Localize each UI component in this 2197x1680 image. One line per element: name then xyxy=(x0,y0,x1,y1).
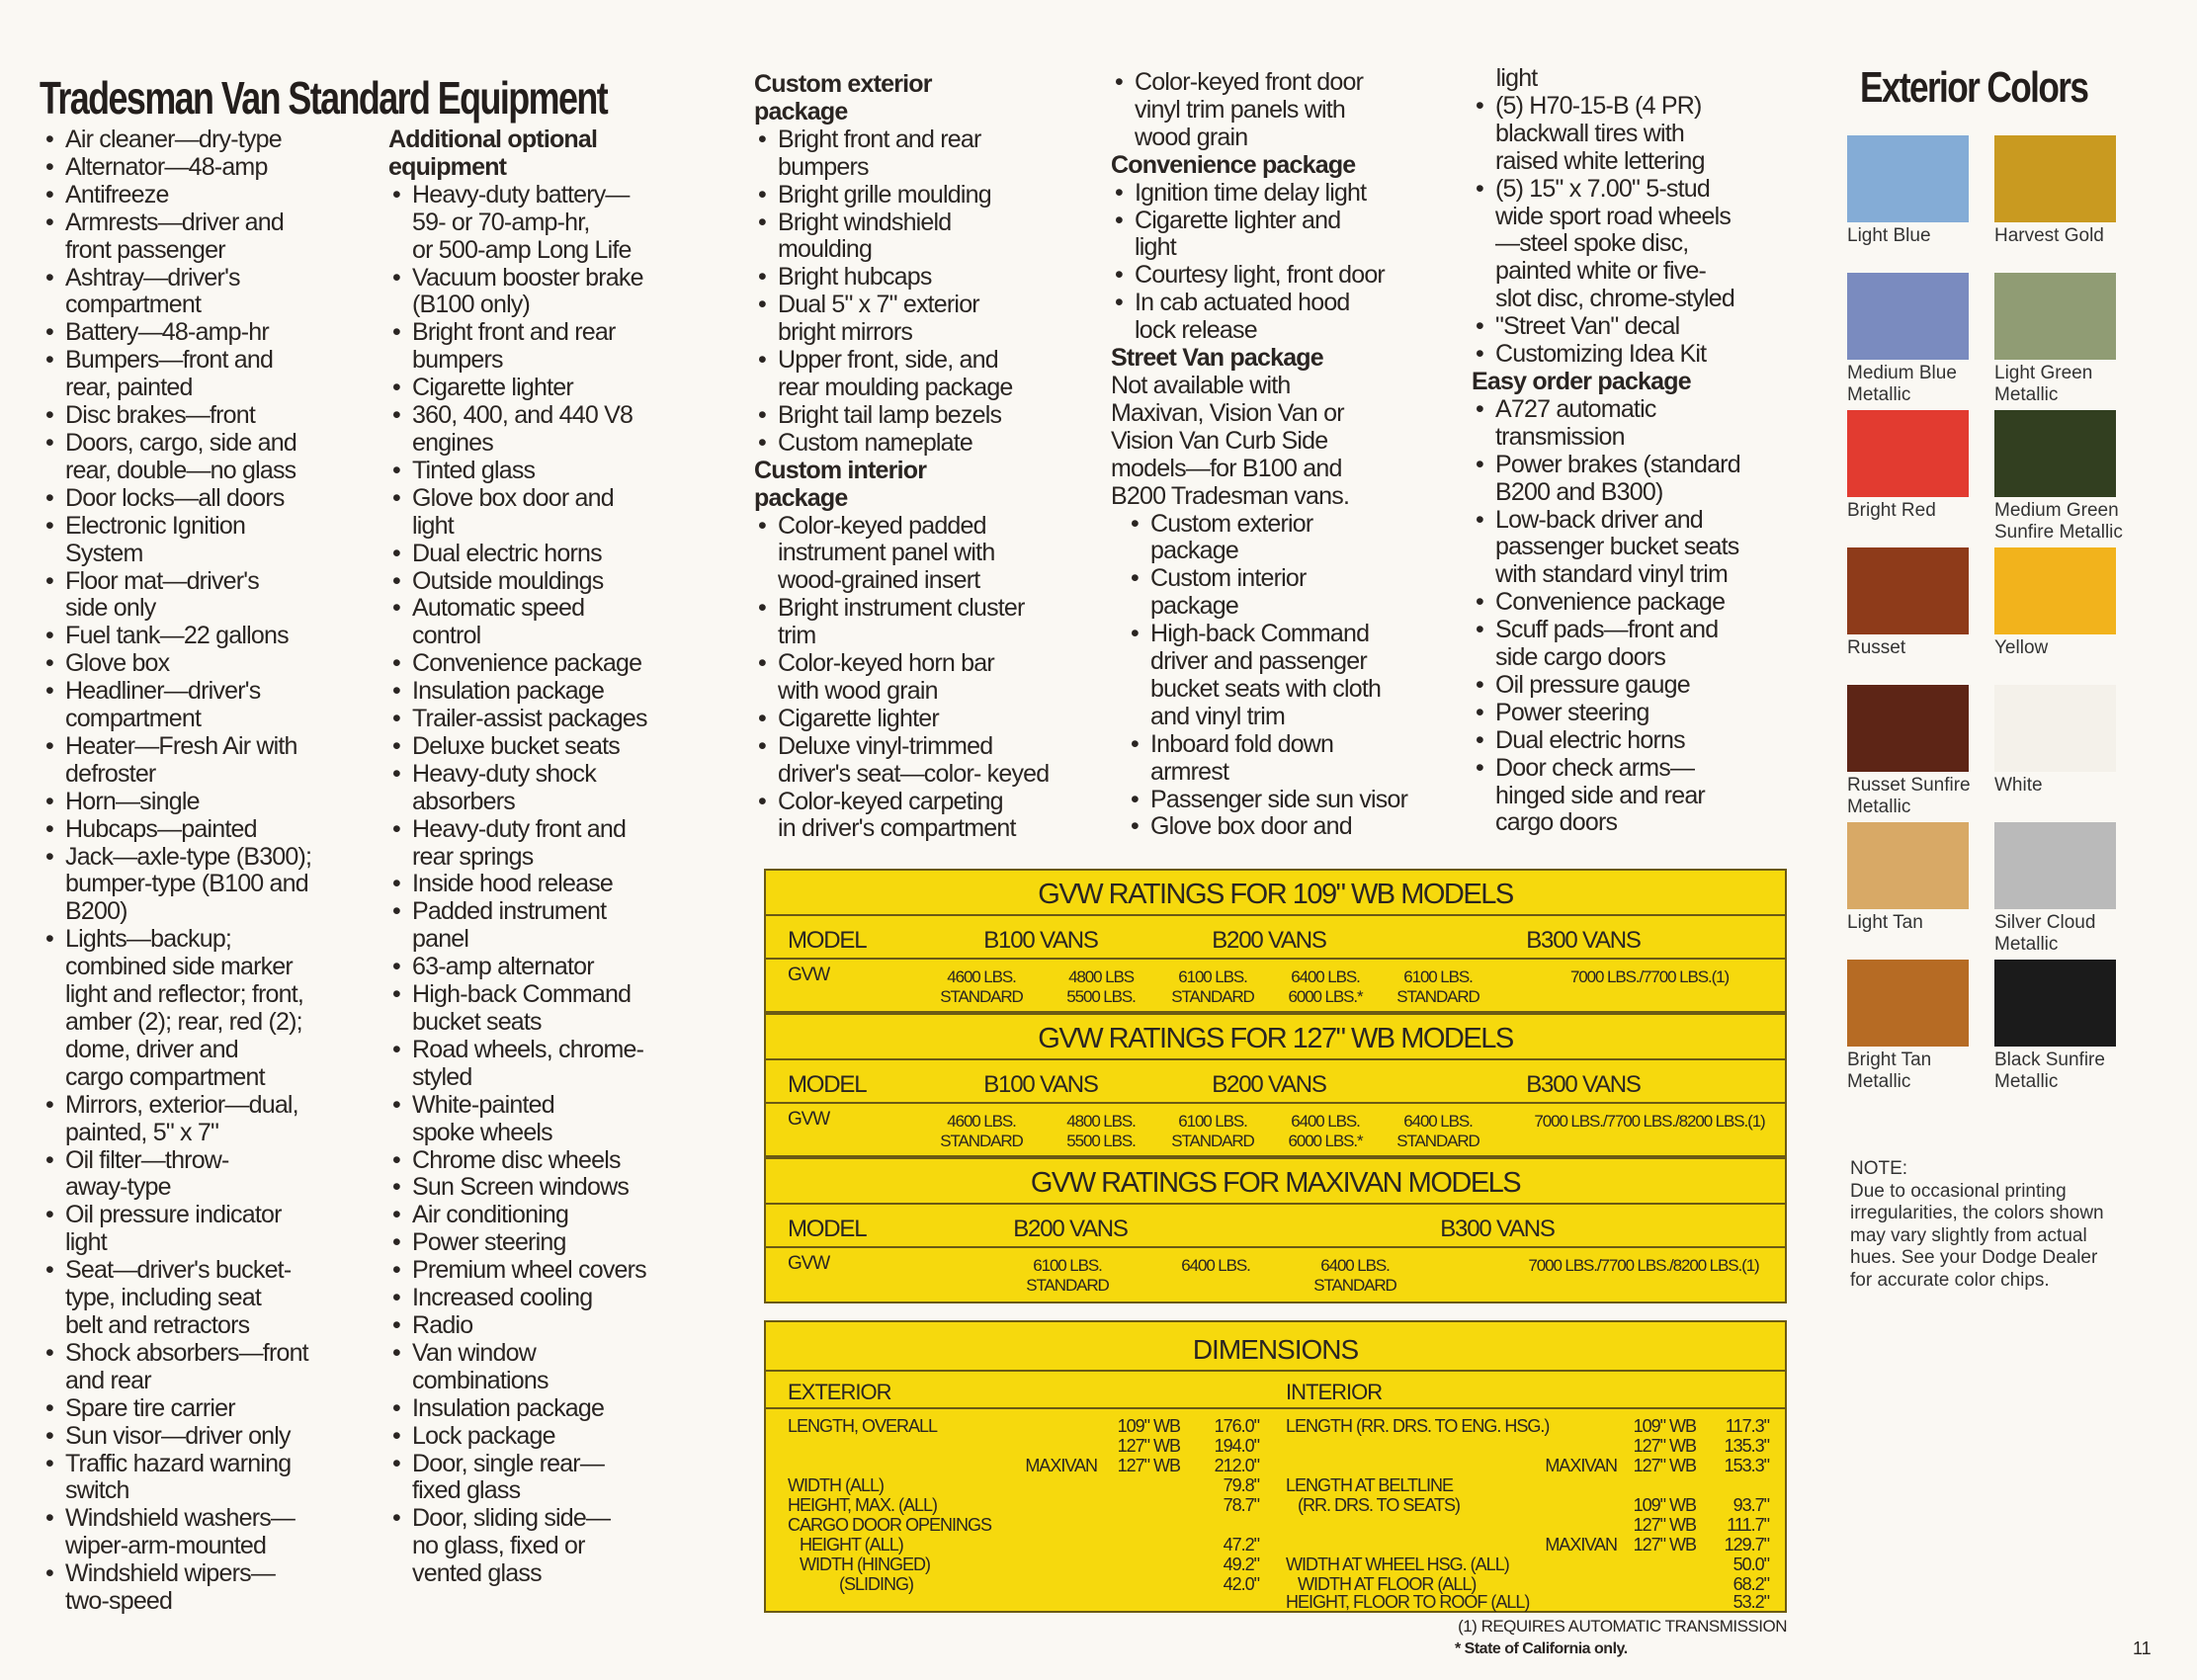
dimension-wheelbase: 127" WB xyxy=(1633,1456,1696,1475)
list-item: • Heavy-duty battery— 59- or 70-amp-hr, or 500-amp Long Life xyxy=(388,182,647,265)
color-swatch xyxy=(1994,547,2116,634)
color-swatch xyxy=(1994,685,2116,772)
list-item: • Premium wheel covers xyxy=(388,1257,647,1285)
interior-header: INTERIOR xyxy=(1286,1380,1383,1404)
color-label: White xyxy=(1994,775,2043,796)
dimensions-table xyxy=(764,1320,1787,1613)
dimension-value: 79.8" xyxy=(1223,1475,1259,1495)
page-title: Tradesman Van Standard Equipment xyxy=(40,72,608,124)
gvw-value: 4600 LBS. STANDARD xyxy=(940,1112,1023,1150)
dimension-wheelbase: 127" WB xyxy=(1117,1436,1180,1456)
gvw-value: 6100 LBS. STANDARD xyxy=(1026,1256,1109,1295)
color-label: Bright Red xyxy=(1847,500,1936,521)
list-item: • Door, sliding side— no glass, fixed or vented glass xyxy=(388,1505,647,1588)
color-label: Harvest Gold xyxy=(1994,225,2104,246)
exterior-colors-title: Exterior Colors xyxy=(1860,63,2088,112)
list-item: • Dual electric horns xyxy=(1472,727,1740,755)
list-item: • Shock absorbers—front and rear xyxy=(42,1340,311,1395)
list-item: • Seat—driver's bucket- type, including seat belt and retractors xyxy=(42,1257,311,1340)
list-item: • Convenience package xyxy=(1472,589,1740,617)
table-title: GVW RATINGS FOR 127" WB MODELS xyxy=(1038,1023,1513,1054)
list-item: • Power steering xyxy=(388,1229,647,1257)
list-item: • Outside mouldings xyxy=(388,568,647,596)
exterior-header: EXTERIOR xyxy=(788,1380,891,1404)
gvw-table xyxy=(764,1157,1787,1303)
gvw-value: 7000 LBS./7700 LBS./8200 LBS.(1) xyxy=(1534,1112,1765,1131)
dimension-value: 68.2" xyxy=(1732,1574,1769,1594)
column-header: B100 VANS xyxy=(983,927,1098,954)
footnote-california: * State of California only. xyxy=(1455,1640,1628,1657)
section-heading: Street Van package xyxy=(1111,344,1323,373)
list-item: • 360, 400, and 440 V8 engines xyxy=(388,402,647,458)
dimension-value: 78.7" xyxy=(1223,1495,1259,1515)
list-item: • Alternator—48-amp xyxy=(42,154,311,182)
list-item: • Mirrors, exterior—dual, painted, 5" x 7" xyxy=(42,1092,311,1147)
list-item: • Passenger side sun visor xyxy=(1111,787,1407,814)
dimension-wheelbase: 109" WB xyxy=(1633,1416,1696,1436)
list-item: • Headliner—driver's compartment xyxy=(42,678,311,733)
gvw-value: 6400 LBS. STANDARD xyxy=(1396,1112,1479,1150)
divider xyxy=(766,1370,1785,1372)
row-label: GVW xyxy=(788,965,830,985)
gvw-value: 4800 LBS 5500 LBS. xyxy=(1066,967,1136,1006)
list-item: • Color-keyed horn bar with wood grain xyxy=(754,650,1049,706)
column-header: B300 VANS xyxy=(1440,1216,1555,1242)
color-label: Black Sunfire Metallic xyxy=(1994,1050,2105,1092)
dimension-wheelbase: 127" WB xyxy=(1633,1515,1696,1535)
dimension-model: MAXIVAN xyxy=(1545,1456,1617,1475)
divider xyxy=(766,1407,1785,1409)
dimension-label: WIDTH (ALL) xyxy=(788,1475,884,1495)
list-item: • "Street Van" decal xyxy=(1472,313,1740,341)
list-item: • Radio xyxy=(388,1312,647,1340)
column-header: MODEL xyxy=(788,1216,867,1242)
gvw-table xyxy=(764,1013,1787,1157)
gvw-table xyxy=(764,869,1787,1013)
list-item: • Dual electric horns xyxy=(388,541,647,568)
list-item: • Bright front and rear bumpers xyxy=(754,126,1049,182)
list-item: • Bright windshield moulding xyxy=(754,210,1049,265)
list-item: • Dual 5" x 7" exterior bright mirrors xyxy=(754,292,1049,347)
list-item: • Fuel tank—22 gallons xyxy=(42,623,311,650)
list-item: • Hubcaps—painted xyxy=(42,816,311,844)
list-item: • In cab actuated hood lock release xyxy=(1111,290,1407,345)
dimension-value: 50.0" xyxy=(1732,1554,1769,1574)
list-item: • Color-keyed carpeting in driver's compartment xyxy=(754,789,1049,844)
list-item: • Bright grille moulding xyxy=(754,182,1049,210)
list-item: • Low-back driver and passenger bucket seats with standard vinyl trim xyxy=(1472,507,1740,590)
color-label: Silver Cloud Metallic xyxy=(1994,912,2096,955)
color-note: NOTE: Due to occasional printing irregularities, the colors shown may vary slightly from actual hues. See your Dodge Dealer for accurate color chips. xyxy=(1850,1158,2104,1291)
equipment-column xyxy=(1472,65,1740,837)
list-item: • Courtesy light, front door xyxy=(1111,262,1407,290)
list-item: • Deluxe vinyl-trimmed driver's seat—color- keyed xyxy=(754,733,1049,789)
dimension-wheelbase: 127" WB xyxy=(1633,1535,1696,1554)
gvw-value: 6100 LBS. STANDARD xyxy=(1171,967,1254,1006)
color-label: Light Blue xyxy=(1847,225,1931,246)
column-header: B200 VANS xyxy=(1013,1216,1128,1242)
dimension-value: 176.0" xyxy=(1214,1416,1259,1436)
dimension-value: 93.7" xyxy=(1732,1495,1769,1515)
dimension-label: HEIGHT (ALL) xyxy=(788,1535,903,1554)
color-label: Bright Tan Metallic xyxy=(1847,1050,1932,1092)
color-swatch xyxy=(1847,273,1969,360)
dimensions-title: DIMENSIONS xyxy=(1192,1334,1359,1365)
dimension-label: LENGTH, OVERALL xyxy=(788,1416,938,1436)
section-heading: Convenience package xyxy=(1111,150,1356,179)
list-item: • Lights—backup; combined side marker light and reflector; front, amber (2); rear, red (2); dome, driver and cargo compartment xyxy=(42,926,311,1091)
list-item: • Bright tail lamp bezels xyxy=(754,402,1049,430)
list-item: • (5) 15" x 7.00" 5-stud wide sport road wheels —steel spoke disc, painted white or five- slot disc, chrome-styled xyxy=(1472,176,1740,314)
table-title: GVW RATINGS FOR MAXIVAN MODELS xyxy=(1030,1167,1521,1199)
column-header: B200 VANS xyxy=(1212,927,1326,954)
list-item: • Inboard fold down armrest xyxy=(1111,731,1407,787)
list-item: • Van window combinations xyxy=(388,1340,647,1395)
list-item: • Traffic hazard warning switch xyxy=(42,1451,311,1506)
dimension-value: 53.2" xyxy=(1732,1592,1769,1612)
list-item: • Trailer-assist packages xyxy=(388,706,647,733)
gvw-value: 7000 LBS./7700 LBS./8200 LBS.(1) xyxy=(1528,1256,1759,1275)
list-item: • Bright hubcaps xyxy=(754,264,1049,292)
list-item: • Door, single rear— fixed glass xyxy=(388,1451,647,1506)
gvw-value: 6400 LBS. xyxy=(1181,1256,1250,1275)
divider xyxy=(766,1203,1785,1248)
list-item: • A727 automatic transmission xyxy=(1472,396,1740,452)
dimension-label: WIDTH AT WHEEL HSG. (ALL) xyxy=(1286,1554,1509,1574)
color-swatch xyxy=(1994,410,2116,497)
dimension-value: 212.0" xyxy=(1214,1456,1259,1475)
dimension-wheelbase: 127" WB xyxy=(1117,1456,1180,1475)
column-header: B300 VANS xyxy=(1526,1071,1641,1098)
list-item: • Increased cooling xyxy=(388,1285,647,1312)
text-paragraph: light xyxy=(1472,64,1538,92)
dimension-value: 194.0" xyxy=(1214,1436,1259,1456)
list-item: • Sun Screen windows xyxy=(388,1174,647,1202)
list-item: • Inside hood release xyxy=(388,871,647,898)
gvw-value: 7000 LBS./7700 LBS.(1) xyxy=(1569,967,1730,986)
gvw-value: 6100 LBS. STANDARD xyxy=(1171,1112,1254,1150)
dimension-label: HEIGHT, MAX. (ALL) xyxy=(788,1495,938,1515)
list-item: • High-back Command driver and passenger bucket seats with cloth and vinyl trim xyxy=(1111,621,1407,731)
dimension-value: 49.2" xyxy=(1223,1554,1259,1574)
row-label: GVW xyxy=(788,1253,830,1274)
gvw-value: 6400 LBS. 6000 LBS.* xyxy=(1288,1112,1363,1150)
color-swatch xyxy=(1994,822,2116,909)
list-item: • Custom interior package xyxy=(1111,565,1407,621)
list-item: • Bright front and rear bumpers xyxy=(388,319,647,375)
gvw-value: 6100 LBS. STANDARD xyxy=(1396,967,1479,1006)
list-item: • Spare tire carrier xyxy=(42,1395,311,1423)
color-swatch xyxy=(1847,410,1969,497)
list-item: • Sun visor—driver only xyxy=(42,1423,311,1451)
list-item: • Custom nameplate xyxy=(754,430,1049,458)
list-item: • Oil pressure gauge xyxy=(1472,672,1740,700)
list-item: • Electronic Ignition System xyxy=(42,513,311,568)
row-label: GVW xyxy=(788,1109,830,1130)
dimension-model: MAXIVAN xyxy=(1545,1535,1617,1554)
list-item: • Glove box xyxy=(42,650,311,678)
list-item: • Bright instrument cluster trim xyxy=(754,595,1049,650)
list-item: • Ignition time delay light xyxy=(1111,180,1407,208)
dimension-value: 117.3" xyxy=(1725,1416,1769,1436)
list-item: • Customizing Idea Kit xyxy=(1472,341,1740,369)
dimension-label: WIDTH (HINGED) xyxy=(788,1554,930,1574)
dimension-value: 111.7" xyxy=(1727,1515,1769,1535)
color-swatch xyxy=(1994,960,2116,1047)
color-label: Yellow xyxy=(1994,637,2049,658)
list-item: • Heater—Fresh Air with defroster xyxy=(42,733,311,789)
dimension-model: MAXIVAN xyxy=(1025,1456,1097,1475)
equipment-column xyxy=(388,126,647,1588)
dimension-label: LENGTH (RR. DRS. TO ENG. HSG.) xyxy=(1286,1416,1550,1436)
dimension-label: (SLIDING) xyxy=(788,1574,914,1594)
section-heading: Easy order package xyxy=(1472,367,1691,395)
section-heading: Custom exterior package xyxy=(754,70,932,126)
list-item: • 63-amp alternator xyxy=(388,954,647,981)
list-item: • Doors, cargo, side and rear, double—no glass xyxy=(42,430,311,485)
column-header: B100 VANS xyxy=(983,1071,1098,1098)
list-item: • Power brakes (standard B200 and B300) xyxy=(1472,452,1740,507)
list-item: • Disc brakes—front xyxy=(42,402,311,430)
dimension-wheelbase: 109" WB xyxy=(1633,1495,1696,1515)
list-item: • Color-keyed padded instrument panel with wood-grained insert xyxy=(754,513,1049,596)
color-swatch xyxy=(1994,273,2116,360)
list-item: • Heavy-duty shock absorbers xyxy=(388,761,647,816)
list-item: • Heavy-duty front and rear springs xyxy=(388,816,647,872)
list-item: • Power steering xyxy=(1472,700,1740,727)
dimension-label: WIDTH AT FLOOR (ALL) xyxy=(1286,1574,1477,1594)
text-paragraph: Not available with Maxivan, Vision Van or Vision Van Curb Side models—for B100 and B200 Tradesman vans. xyxy=(1111,371,1350,510)
list-item: • Custom exterior package xyxy=(1111,511,1407,566)
list-item: • Bumpers—front and rear, painted xyxy=(42,347,311,402)
color-label: Medium Green Sunfire Metallic xyxy=(1994,500,2123,543)
list-item: • Deluxe bucket seats xyxy=(388,733,647,761)
gvw-value: 4800 LBS. 5500 LBS. xyxy=(1066,1112,1136,1150)
list-item: • Armrests—driver and front passenger xyxy=(42,210,311,265)
list-item: • Horn—single xyxy=(42,789,311,816)
list-item: • Door locks—all doors xyxy=(42,485,311,513)
list-item: • Insulation package xyxy=(388,678,647,706)
color-label: Medium Blue Metallic xyxy=(1847,363,1957,405)
list-item: • Glove box door and xyxy=(1111,813,1407,841)
color-swatch xyxy=(1847,135,1969,222)
color-swatch xyxy=(1847,822,1969,909)
dimension-label: CARGO DOOR OPENINGS xyxy=(788,1515,992,1535)
gvw-value: 6400 LBS. 6000 LBS.* xyxy=(1288,967,1363,1006)
list-item: • (5) H70-15-B (4 PR) blackwall tires with raised white lettering xyxy=(1472,93,1740,176)
gvw-value: 4600 LBS. STANDARD xyxy=(940,967,1023,1006)
list-item: • Windshield wipers— two-speed xyxy=(42,1560,311,1616)
page-number: 11 xyxy=(2133,1638,2152,1658)
list-item: • Road wheels, chrome- styled xyxy=(388,1037,647,1092)
list-item: • Chrome disc wheels xyxy=(388,1147,647,1175)
list-item: • Glove box door and light xyxy=(388,485,647,541)
color-swatch xyxy=(1847,685,1969,772)
list-item: • Insulation package xyxy=(388,1395,647,1423)
dimension-value: 153.3" xyxy=(1724,1456,1769,1475)
dimension-value: 129.7" xyxy=(1724,1535,1769,1554)
color-label: Light Tan xyxy=(1847,912,1923,933)
table-title: GVW RATINGS FOR 109" WB MODELS xyxy=(1038,879,1513,910)
list-item: • Oil pressure indicator light xyxy=(42,1202,311,1257)
list-item: • Cigarette lighter and light xyxy=(1111,208,1407,263)
list-item: • Floor mat—driver's side only xyxy=(42,568,311,624)
equipment-column xyxy=(42,126,311,1616)
list-item: • Antifreeze xyxy=(42,182,311,210)
column-header: MODEL xyxy=(788,927,867,954)
dimension-wheelbase: 127" WB xyxy=(1633,1436,1696,1456)
list-item: • Scuff pads—front and side cargo doors xyxy=(1472,617,1740,672)
list-item: • High-back Command bucket seats xyxy=(388,981,647,1037)
dimension-label: (RR. DRS. TO SEATS) xyxy=(1286,1495,1461,1515)
column-header: MODEL xyxy=(788,1071,867,1098)
color-label: Russet Sunfire Metallic xyxy=(1847,775,1971,817)
list-item: • Automatic speed control xyxy=(388,595,647,650)
list-item: • Cigarette lighter xyxy=(388,375,647,402)
list-item: • Cigarette lighter xyxy=(754,706,1049,733)
gvw-value: 6400 LBS. STANDARD xyxy=(1313,1256,1396,1295)
dimension-label: HEIGHT, FLOOR TO ROOF (ALL) xyxy=(1286,1592,1530,1612)
column-header: B200 VANS xyxy=(1212,1071,1326,1098)
list-item: • Tinted glass xyxy=(388,458,647,485)
color-swatch xyxy=(1847,960,1969,1047)
list-item: • Lock package xyxy=(388,1423,647,1451)
equipment-column xyxy=(1111,69,1407,841)
footnote-automatic: (1) REQUIRES AUTOMATIC TRANSMISSION xyxy=(1458,1617,1787,1636)
dimension-value: 42.0" xyxy=(1223,1574,1259,1594)
list-item: • White-painted spoke wheels xyxy=(388,1092,647,1147)
color-label: Light Green Metallic xyxy=(1994,363,2093,405)
list-item: • Door check arms— hinged side and rear cargo doors xyxy=(1472,755,1740,838)
dimension-label: LENGTH AT BELTLINE xyxy=(1286,1475,1454,1495)
dimension-value: 47.2" xyxy=(1223,1535,1259,1554)
list-item: • Color-keyed front door vinyl trim panels with wood grain xyxy=(1111,69,1407,152)
column-header: B300 VANS xyxy=(1526,927,1641,954)
equipment-column xyxy=(754,71,1049,843)
color-label: Russet xyxy=(1847,637,1906,658)
dimension-wheelbase: 109" WB xyxy=(1117,1416,1180,1436)
section-heading: Custom interior package xyxy=(754,456,927,512)
list-item: • Air cleaner—dry-type xyxy=(42,126,311,154)
list-item: • Air conditioning xyxy=(388,1202,647,1229)
list-item: • Ashtray—driver's compartment xyxy=(42,265,311,320)
color-swatch xyxy=(1847,547,1969,634)
dimension-value: 135.3" xyxy=(1724,1436,1769,1456)
list-item: • Vacuum booster brake (B100 only) xyxy=(388,265,647,320)
list-item: • Jack—axle-type (B300); bumper-type (B100 and B200) xyxy=(42,844,311,927)
list-item: • Upper front, side, and rear moulding package xyxy=(754,347,1049,402)
list-item: • Battery—48-amp-hr xyxy=(42,319,311,347)
list-item: • Oil filter—throw- away-type xyxy=(42,1147,311,1203)
list-item: • Windshield washers— wiper-arm-mounted xyxy=(42,1505,311,1560)
section-heading: Additional optional equipment xyxy=(388,126,598,181)
list-item: • Padded instrument panel xyxy=(388,898,647,954)
color-swatch xyxy=(1994,135,2116,222)
list-item: • Convenience package xyxy=(388,650,647,678)
